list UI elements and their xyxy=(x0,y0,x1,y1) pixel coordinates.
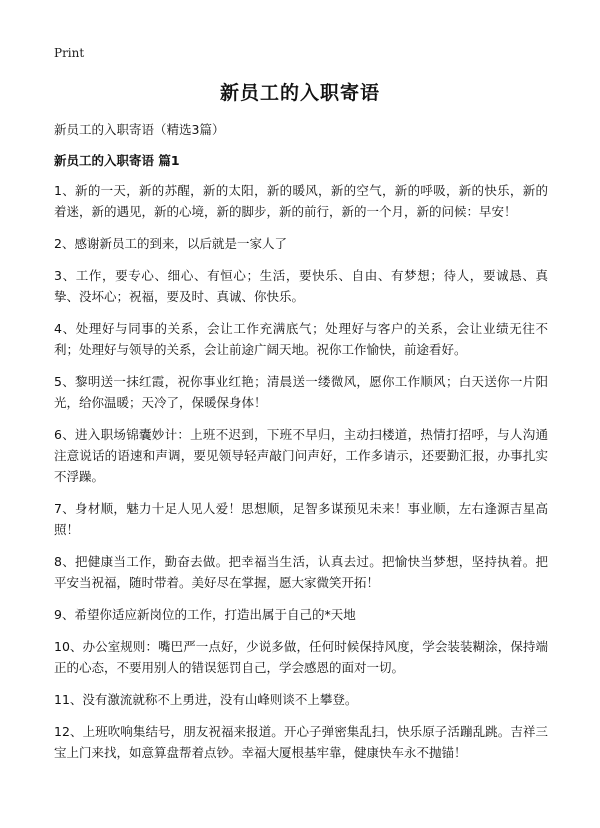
paragraph-item: 12、上班吹响集结号，朋友祝福来报道。开心子弹密集乱扫，快乐原子活蹦乱跳。吉祥三宝上门来找，如意算盘帮着点钞。幸福大厦根基牢靠，健康快车永不抛锚！ xyxy=(54,724,548,760)
paragraph-item: 3、工作，要专心、细心、有恒心；生活，要快乐、自由、有梦想；待人，要诚恳、真挚、没坏心；祝福，要及时、真诚、你快乐。 xyxy=(54,268,548,304)
paragraph-list xyxy=(54,180,548,774)
print-link[interactable]: Print xyxy=(54,46,85,60)
paragraph-item: 10、办公室规则：嘴巴严一点好，少说多做，任何时候保持风度，学会装装糊涂，保持端正的心态，不要用别人的错误惩罚自己，学会感恩的面对一切。 xyxy=(54,639,548,675)
paragraph-item: 8、把健康当工作，勤奋去做。把幸福当生活，认真去过。把愉快当梦想，坚持执着。把平安当祝福，随时带着。美好尽在掌握，愿大家微笑开拓！ xyxy=(54,554,548,590)
paragraph-item: 2、感谢新员工的到来，以后就是一家人了 xyxy=(54,236,287,251)
paragraph-item: 1、新的一天，新的苏醒，新的太阳，新的暖风，新的空气，新的呼吸，新的快乐，新的着迷，新的遇见，新的心境，新的脚步，新的前行，新的一个月，新的问候：早安！ xyxy=(54,183,548,219)
paragraph-item: 7、身材顺，魅力十足人见人爱！思想顺，足智多谋预见未来！事业顺，左右逢源吉星高照！ xyxy=(54,501,548,537)
paragraph-item: 4、处理好与同事的关系，会让工作充满底气；处理好与客户的关系，会让业绩无往不利；处理好与领导的关系，会让前途广阔天地。祝你工作愉快，前途看好。 xyxy=(54,321,548,357)
section-heading: 新员工的入职寄语 篇1 xyxy=(54,153,180,168)
paragraph-item: 11、没有激流就称不上勇进，没有山峰则谈不上攀登。 xyxy=(54,692,358,707)
paragraph-item: 9、希望你适应新岗位的工作，打造出属于自己的*天地 xyxy=(54,607,356,622)
document-subtitle: 新员工的入职寄语（精选3篇） xyxy=(54,122,225,137)
paragraph-item: 6、进入职场锦囊妙计：上班不迟到，下班不早归，主动扫楼道，热情打招呼，与人沟通注意说话的语速和声调，要见领导轻声敲门问声好，工作多请示，还要勤汇报，办事扎实不浮躁。 xyxy=(54,427,548,484)
document-title: 新员工的入职寄语 xyxy=(219,82,380,104)
paragraph-item: 5、黎明送一抹红霞，祝你事业红艳；清晨送一缕微风，愿你工作顺风；白天送你一片阳光，给你温暖；天冷了，保暖保身体！ xyxy=(54,374,548,410)
